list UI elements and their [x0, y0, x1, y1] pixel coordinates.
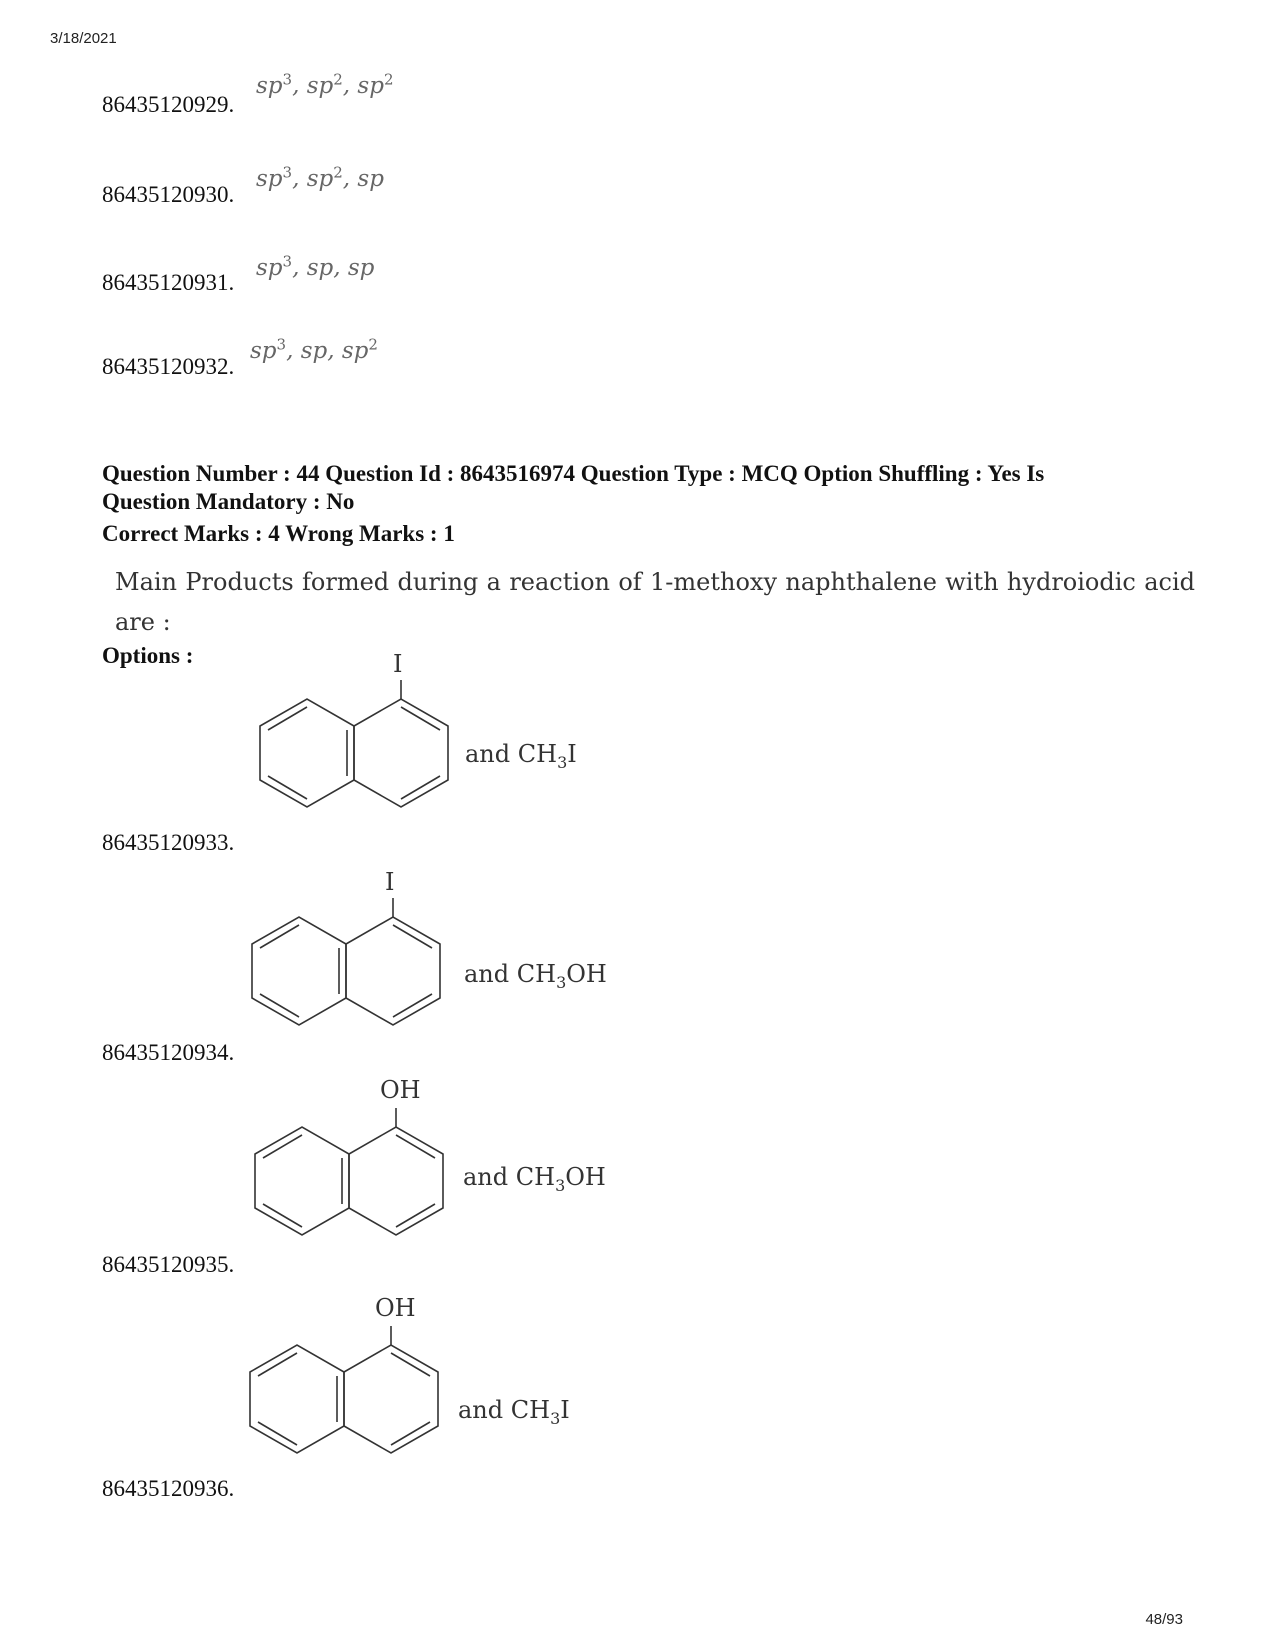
term: $sp^2$ [306, 70, 343, 99]
byproduct-label: and $CH_3I$ [458, 1396, 570, 1428]
substituent-label: I [385, 868, 395, 896]
option-id: 86435120930. [102, 182, 235, 207]
question-marks: Correct Marks : 4 Wrong Marks : 1 [102, 521, 455, 546]
term: sp [357, 165, 384, 192]
substituent-label: OH [375, 1294, 416, 1322]
term: $sp^3$ [256, 163, 293, 192]
option-id: 86435120936. [102, 1476, 235, 1501]
option-id: 86435120934. [102, 1040, 235, 1065]
term: $sp^2$ [357, 70, 394, 99]
question-meta-line1: Question Number : 44 Question Id : 8643516974 Question Type : MCQ Option Shuffling : Yes Is [102, 461, 1045, 486]
option-id: 86435120932. [102, 354, 235, 379]
hybridization-option: $sp^3$, sp, sp [256, 252, 375, 281]
hybridization-option: $sp^3$, $sp^2$, $sp^2$ [256, 70, 394, 99]
substituent-label: OH [380, 1076, 421, 1104]
option-id: 86435120931. [102, 270, 235, 295]
question-meta-line2: Question Mandatory : No [102, 489, 355, 514]
hybridization-option: $sp^3$, sp, $sp^2$ [250, 335, 378, 364]
naphthalene-diagram [260, 680, 460, 840]
term: sp [347, 254, 375, 281]
term: $sp^3$ [256, 70, 293, 99]
term: $sp^2$ [306, 163, 343, 192]
byproduct-label: and $CH_3OH$ [463, 1163, 606, 1195]
option-id: 86435120933. [102, 830, 235, 855]
substituent-label: I [393, 650, 403, 678]
option-id: 86435120935. [102, 1252, 235, 1277]
term: $sp^3$ [256, 252, 293, 281]
naphthalene-diagram [250, 1326, 450, 1486]
byproduct-label: and $CH_3I$ [465, 740, 577, 772]
options-label: Options : [102, 643, 194, 668]
page-number: 48/93 [1145, 1611, 1183, 1628]
naphthalene-diagram [255, 1108, 455, 1268]
option-id: 86435120929. [102, 92, 235, 117]
term: sp [300, 337, 328, 364]
question-text: Main Products formed during a reaction of 1-methoxy naphthalene with hydroiodic acid are : [115, 568, 1195, 636]
term: sp [306, 254, 334, 281]
naphthalene-diagram [252, 898, 452, 1058]
byproduct-label: and $CH_3OH$ [464, 960, 607, 992]
term: $sp^3$ [250, 335, 287, 364]
term: $sp^2$ [341, 335, 378, 364]
hybridization-option: $sp^3$, $sp^2$, sp [256, 163, 384, 192]
print-date: 3/18/2021 [50, 30, 117, 47]
